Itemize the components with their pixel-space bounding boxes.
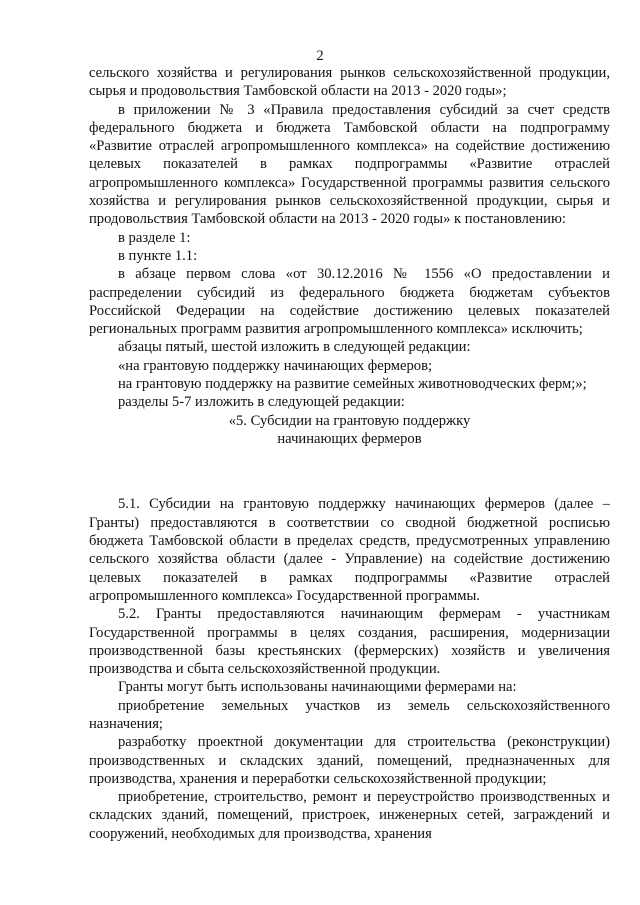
paragraph: в приложении № 3 «Правила предоставления субсидий за счет средств федерального бюджета и бюджета Тамбовской области на подпрограмму «Развитие отраслей агропромышленного комплекса» на содействие достижению целевых показателей в рамках подпрограммы «Развитие отраслей агропромышленного комплекса» Государственной программы развития сельского хозяйства и регулирования рынков сельскохозяйственной продукции, сырья и продовольствия Тамбовской области на 2013 - 2020 годы» к постановлению: <box>89 101 610 228</box>
paragraph: в абзаце первом слова «от 30.12.2016 № 1556 «О предоставлении и распределении субсидий из федерального бюджета бюджетам субъектов Российской Федерации на содействие достижению целевых показателей региональных программ развития агропромышленного комплекса» исключить; <box>89 266 610 338</box>
paragraph: Гранты могут быть использованы начинающими фермерами на: <box>118 679 517 696</box>
paragraph: сельского хозяйства и регулирования рынков сельскохозяйственной продукции, сырья и продовольствия Тамбовской области на 2013 - 2020 годы»; <box>89 65 610 100</box>
paragraph: разделы 5-7 изложить в следующей редакции: <box>118 394 405 411</box>
page-number: 2 <box>316 48 324 64</box>
paragraph: на грантовую поддержку на развитие семейных животноводческих ферм;»; <box>118 376 587 393</box>
paragraph: приобретение, строительство, ремонт и переустройство производственных и складских зданий, помещений, пристроек, инженерных сетей, заграждений и сооружений, необходимых для производства, хранения <box>89 789 610 842</box>
section-heading: «5. Субсидии на грантовую поддержку <box>228 412 471 429</box>
document-body <box>89 64 610 843</box>
section-heading: начинающих фермеров <box>277 430 422 447</box>
paragraph: разработку проектной документации для строительства (реконструкции) производственных и складских зданий, помещений, предназначенных для производства, хранения и переработки сельскохозяйственной продукции; <box>89 734 610 787</box>
paragraph: 5.2. Гранты предоставляются начинающим фермерам - участникам Государственной программы в целях создания, расширения, модернизации производственной базы крестьянских (фермерских) хозяйств и увеличения производства и сбыта сельскохозяйственной продукции. <box>89 606 610 678</box>
blank-line <box>89 463 610 481</box>
paragraph: 5.1. Субсидии на грантовую поддержку начинающих фермеров (далее – Гранты) предоставляются в соответствии со сводной бюджетной росписью бюджета Тамбовской области в пределах средств, предусмотренных управлению сельского хозяйства области (далее - Управление) на содействие достижению целевых показателей в рамках подпрограммы «Развитие отраслей агропромышленного комплекса» Государственной программы. <box>89 496 610 604</box>
paragraph: в пункте 1.1: <box>118 247 198 264</box>
paragraph: «на грантовую поддержку начинающих фермеров; <box>118 357 433 374</box>
paragraph: абзацы пятый, шестой изложить в следующей редакции: <box>118 339 471 356</box>
paragraph: приобретение земельных участков из земель сельскохозяйственного назначения; <box>89 697 610 732</box>
paragraph: в разделе 1: <box>118 229 191 246</box>
